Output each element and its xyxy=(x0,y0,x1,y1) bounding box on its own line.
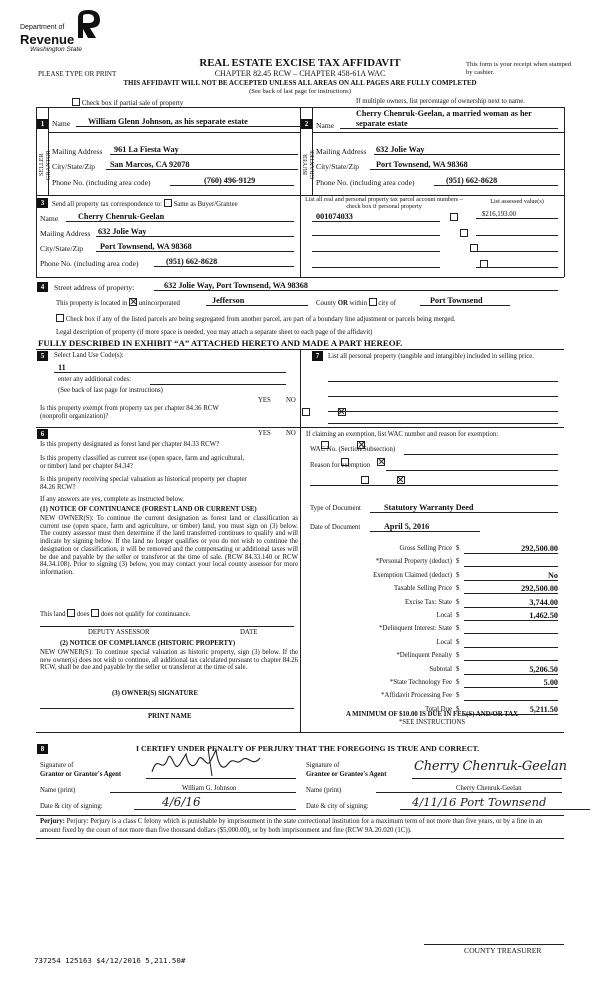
treasurer-line xyxy=(424,944,564,945)
tax-row-currency: $ xyxy=(456,625,460,633)
tax-row-label: Local xyxy=(436,638,452,646)
exempt-no-checkbox[interactable] xyxy=(338,408,346,416)
corr-name-label: Name xyxy=(40,214,59,223)
exemption-reason-field[interactable] xyxy=(386,470,558,471)
agency-line1: Department of xyxy=(20,24,65,31)
deputy-signature-line[interactable] xyxy=(40,626,294,627)
section-2-number: 2 xyxy=(301,119,312,129)
forest-no-header: NO xyxy=(286,430,296,437)
personal-property-line-4[interactable] xyxy=(328,423,558,424)
forest-q3-no[interactable] xyxy=(397,476,405,484)
seller-mail-label: Mailing Address xyxy=(52,147,103,156)
exemption-label: If claiming an exemption, list WAC number and reason for exemption: xyxy=(306,431,499,438)
tax-row-currency: $ xyxy=(456,585,460,593)
corr-mail-field[interactable]: 632 Jolie Way xyxy=(96,227,294,237)
partial-sale[interactable]: Check box if partial sale of property xyxy=(72,98,183,107)
tax-row-label: *Delinquent Interest: State xyxy=(379,625,452,633)
unincorporated-checkbox[interactable] xyxy=(129,298,137,306)
notice-continuance-text: NEW OWNER(S): To continue the current designation as forest land or classification as current use (open space, farm and agriculture, or timber) land, you must sign on (3) below. The county assessor must then determine if the land transferred continues to qualify and will indicate by signing below. If the land no longer qualifies or you do not wish to continue the designation or classification, it will be removed and the compensating or additional taxes will be due and payable by the seller or transferor at the time of sale. (RCW 84.33.140 or RCW 84.34.108). Prior to signing (3) below, you may contact your local county assessor for more information. xyxy=(40,515,298,576)
section-8-number: 8 xyxy=(37,744,48,754)
tax-row-value[interactable]: 292,500.00 xyxy=(464,544,558,554)
tax-row-value[interactable] xyxy=(464,557,558,567)
segregated-checkbox[interactable] xyxy=(56,314,64,322)
tax-row-value[interactable]: 3,744.00 xyxy=(464,598,558,608)
exemption-reason-line-2[interactable] xyxy=(310,485,558,486)
tax-row-currency: $ xyxy=(456,665,460,673)
grantee-name-label: Name (print) xyxy=(306,787,342,794)
corr-phone-field[interactable]: (951) 662-8628 xyxy=(154,257,294,267)
personal-property-line-2[interactable] xyxy=(328,396,558,397)
buyer-name-line2[interactable]: separate estate xyxy=(340,119,558,129)
minimum-fee-note: A MINIMUM OF $10.00 IS DUE IN FEE(S) AND/OR TAX xyxy=(345,711,519,718)
personal-property-label: List all personal property (tangible and intangible) included in selling price. xyxy=(328,353,534,360)
grantor-signature-icon xyxy=(148,746,268,780)
grantee-date-field[interactable]: 4/11/16 Port Townsend xyxy=(400,795,590,810)
county-field[interactable]: Jefferson xyxy=(206,296,308,306)
parcel-number-2[interactable] xyxy=(312,235,440,236)
additional-codes-label: enter any additional codes: xyxy=(58,376,132,383)
owner-signature-label: (3) OWNER(S) SIGNATURE xyxy=(112,690,198,697)
grantor-date-label: Date & city of signing: xyxy=(40,803,103,810)
street-field[interactable]: 632 Jolie Way, Port Townsend, WA 98368 xyxy=(154,281,558,291)
doc-type-field[interactable]: Statutory Warranty Deed xyxy=(370,503,558,513)
tax-row-label: *State Technology Fee xyxy=(389,679,452,686)
form-title: REAL ESTATE EXCISE TAX AFFIDAVIT xyxy=(199,57,401,69)
see-back: (See back of last page for instructions) xyxy=(249,88,351,95)
see-instructions: *SEE INSTRUCTIONS xyxy=(398,719,466,726)
personal-property-line-3[interactable] xyxy=(328,411,558,412)
parcel-header: List all real and personal property tax parcel account numbers – check box if personal property xyxy=(305,196,463,211)
tax-row-currency: $ xyxy=(456,638,460,646)
legal-label: Legal description of property (if more space is needed, you may attach a separate sheet to each page of the affidavit) xyxy=(56,329,373,336)
tax-row-value[interactable]: 5,211.50 xyxy=(464,705,558,715)
seller-name-field[interactable]: William Glenn Johnson, as his separate estate xyxy=(76,117,306,127)
section-5-number: 5 xyxy=(37,351,48,361)
wa-logo-icon xyxy=(74,8,104,42)
corr-mail-label: Mailing Address xyxy=(40,229,91,238)
forest-yes-header: YES xyxy=(258,430,271,437)
grantee-signature-label: Signature of Grantee or Grantee's Agent xyxy=(306,762,387,778)
parcel-number-1[interactable]: 001074033 xyxy=(312,212,440,222)
county-treasurer-label: COUNTY TREASURER xyxy=(464,946,542,955)
tax-row-value[interactable] xyxy=(464,691,558,701)
section-3-number: 3 xyxy=(37,198,48,208)
buyer-name-line1[interactable]: Cherry Chenruk-Geelan, a married woman as her xyxy=(356,109,532,118)
assessed-header: List assessed value(s) xyxy=(490,198,544,205)
exempt-question: Is this property exempt from property tax per chapter 84.36 RCW (nonprofit organization)? xyxy=(40,405,219,420)
seller-name-label: Name xyxy=(52,119,71,128)
grantee-signature-line[interactable] xyxy=(412,778,562,779)
assessed-value-4[interactable] xyxy=(476,267,558,268)
land-does-not-checkbox[interactable] xyxy=(91,609,99,617)
tax-row-label: Gross Selling Price xyxy=(399,545,452,552)
city-field[interactable]: Port Townsend xyxy=(420,296,510,306)
certify-statement: I CERTIFY UNDER PENALTY OF PERJURY THAT THE FOREGOING IS TRUE AND CORRECT. xyxy=(136,744,480,753)
deputy-date-label: DATE xyxy=(240,629,258,636)
tax-row-value[interactable]: 1,462.50 xyxy=(464,611,558,621)
parcel-number-4[interactable] xyxy=(312,267,440,268)
seller-city-label: City/State/Zip xyxy=(52,162,96,171)
land-use-label: Select Land Use Code(s): xyxy=(54,352,124,359)
land-use-no-header: NO xyxy=(286,397,296,404)
seller-phone-field[interactable]: (760) 496-9129 xyxy=(170,176,294,186)
type-or-print: PLEASE TYPE OR PRINT xyxy=(38,70,117,78)
forest-q1: Is this property designated as forest land per chapter 84.33 RCW? xyxy=(40,441,220,448)
legal-description[interactable]: FULLY DESCRIBED IN EXHIBIT “A” ATTACHED HERETO AND MADE A PART HEREOF. xyxy=(38,338,403,348)
tax-row-currency: $ xyxy=(456,679,460,686)
land-use-code-field[interactable]: 11 xyxy=(54,363,286,373)
tax-row-currency: $ xyxy=(456,558,460,566)
personal-property-line-1[interactable] xyxy=(328,381,558,382)
tax-row-value[interactable]: 5.00 xyxy=(464,678,558,688)
notice: THIS AFFIDAVIT WILL NOT BE ACCEPTED UNLESS ALL AREAS ON ALL PAGES ARE FULLY COMPLETED xyxy=(123,79,477,87)
seller-phone-label: Phone No. (including area code) xyxy=(52,178,151,187)
exemption-reason-label: Reason for exemption xyxy=(310,462,371,469)
doc-date-label: Date of Document xyxy=(310,524,361,531)
correspondence-label: Send all property tax correspondence to: Same as Buyer/Grantee xyxy=(52,201,238,208)
buyer-name-label: Name xyxy=(316,121,335,130)
grantor-name-field[interactable]: William G. Johnson xyxy=(110,785,296,793)
tax-row-value[interactable] xyxy=(464,651,558,661)
tax-row-currency: $ xyxy=(456,705,460,713)
deputy-assessor-label: DEPUTY ASSESSOR xyxy=(88,629,150,636)
tax-row-label: Exemption Claimed (deduct) xyxy=(373,571,452,579)
doc-date-field[interactable]: April 5, 2016 xyxy=(370,522,480,532)
buyer-phone-label: Phone No. (including area code) xyxy=(316,178,415,187)
street-label: Street address of property: xyxy=(54,283,135,292)
within-city-checkbox[interactable] xyxy=(369,298,377,306)
buyer-side-label: BUYER GRANTEE xyxy=(302,150,316,180)
this-land: This land does does not qualify for continuance. xyxy=(40,611,191,618)
tax-row-currency: $ xyxy=(456,598,460,606)
land-use-see-back: (See back of last page for instructions) xyxy=(58,387,163,394)
tax-row-currency: $ xyxy=(456,692,460,700)
tax-row-currency: $ xyxy=(456,652,460,660)
tax-row-value[interactable]: 5,206.50 xyxy=(464,665,558,675)
land-does-checkbox[interactable] xyxy=(67,609,75,617)
partial-sale-checkbox[interactable] xyxy=(72,98,80,106)
tax-row-label: Local xyxy=(436,612,452,619)
segregated-note: Check box if any of the listed parcels are being segregated from another parcel, are part of a boundary line adjustment or parcels being merged. xyxy=(56,314,456,323)
multiple-owners-note: If multiple owners, list percentage of ownership next to name. xyxy=(356,98,525,105)
located-in: This property is located in unincorporated xyxy=(56,300,180,307)
buyer-mail-field[interactable]: 632 Jolie Way xyxy=(374,145,560,155)
exempt-yes-checkbox[interactable] xyxy=(302,408,310,416)
doc-type-label: Type of Document xyxy=(310,505,361,512)
tax-row-currency: $ xyxy=(456,571,460,579)
corr-city-field[interactable]: Port Townsend, WA 98368 xyxy=(96,242,294,252)
county-or-city: County OR within city of xyxy=(316,300,396,307)
grantee-date-label: Date & city of signing: xyxy=(306,803,369,810)
agency-line2: Revenue xyxy=(20,32,75,47)
wac-field[interactable] xyxy=(404,454,558,455)
tax-row-label: Excise Tax: State xyxy=(405,598,452,606)
seller-mail-field[interactable]: 961 La Fiesta Way xyxy=(110,145,298,155)
parcel-1-personal-checkbox[interactable] xyxy=(450,213,458,221)
section-4-number: 4 xyxy=(37,282,48,292)
tax-row-currency: $ xyxy=(456,545,460,552)
parcel-2-personal-checkbox[interactable] xyxy=(460,229,468,237)
buyer-mail-label: Mailing Address xyxy=(316,147,367,156)
corr-city-label: City/State/Zip xyxy=(40,244,84,253)
buyer-city-label: City/State/Zip xyxy=(316,162,360,171)
tax-row-label: *Personal Property (deduct) xyxy=(375,558,452,566)
parcel-number-3[interactable] xyxy=(312,251,440,252)
additional-codes-field[interactable] xyxy=(150,384,286,385)
tax-row-label: Total Due xyxy=(425,705,452,713)
assessed-value-3[interactable] xyxy=(476,251,558,252)
same-as-buyer-checkbox[interactable] xyxy=(164,199,172,207)
forest-q2: Is this property classified as current use (open space, farm and agricultural, or timber) land per chapter 84.34? xyxy=(40,455,245,470)
tax-row-label: Taxable Selling Price xyxy=(393,585,452,593)
grantor-signature-label: Signature of Grantor or Grantor's Agent xyxy=(40,762,122,778)
forest-q3-yes[interactable] xyxy=(361,476,369,484)
tax-row-currency: $ xyxy=(456,612,460,619)
buyer-city-field[interactable]: Port Townsend, WA 98368 xyxy=(370,160,564,170)
tax-row-label: *Delinquent Penalty xyxy=(396,652,452,660)
forest-q3: Is this property receiving special valuation as historical property per chapter 84.26 RCW? xyxy=(40,476,247,491)
tax-row-value[interactable]: 292,500.00 xyxy=(464,584,558,594)
notice-continuance-title: (1) NOTICE OF CONTINUANCE (FOREST LAND OR CURRENT USE) xyxy=(40,506,257,513)
notice-compliance-title: (2) NOTICE OF COMPLIANCE (HISTORIC PROPERTY) xyxy=(60,640,236,647)
grantee-signature: Cherry Chenruk-Geelan xyxy=(414,759,567,774)
seller-side-label: SELLER GRANTOR xyxy=(38,150,52,180)
grantee-name-field[interactable]: Cherry Chenruk-Geelan xyxy=(376,785,562,793)
land-use-yes-header: YES xyxy=(258,397,271,404)
tax-row-label: *Affidavit Processing Fee xyxy=(381,692,452,700)
receipt-note: This form is your receipt when stamped by cashier. xyxy=(466,61,572,76)
section-6-number: 6 xyxy=(37,429,48,439)
buyer-phone-field[interactable]: (951) 662-8628 xyxy=(434,176,558,186)
tax-row-value[interactable]: No xyxy=(464,571,558,581)
grantor-name-label: Name (print) xyxy=(40,787,76,794)
agency-line3: Washington State xyxy=(30,46,82,53)
owner-signature-line[interactable] xyxy=(40,708,294,709)
form-chapter: CHAPTER 82.45 RCW – CHAPTER 458-61A WAC xyxy=(214,69,386,78)
corr-name-field[interactable]: Cherry Chenruk-Geelan xyxy=(66,212,294,222)
notice-compliance-text: NEW OWNER(S): To continue special valuation as historic property, sign (3) below. If the new owner(s) does not wish to continue, all additional tax calculated pursuant to chapter 84.26 RCW, shall be due and payable by the seller or transferor at the time of sale. xyxy=(40,649,298,672)
tax-row-label: Subtotal xyxy=(429,665,452,673)
if-yes-note: If any answers are yes, complete as instructed below. xyxy=(40,496,185,503)
tax-row-value[interactable] xyxy=(464,624,558,634)
agency-logo xyxy=(8,8,128,54)
tax-row-value[interactable] xyxy=(464,638,558,648)
seller-city-field[interactable]: San Marcos, CA 92078 xyxy=(106,160,298,170)
perjury-note: Perjury: Perjury: Perjury is a class C felony which is punishable by imprisonment in the state correctional institution for a maximum term of not more than five years, or by a fine in an amount fixed by the court of not more than five thousand dollars ($5,000.00), or by both imprisonment and fine (RCW 9A.20.020 (1C)). xyxy=(40,818,543,834)
assessed-value-1[interactable]: $216,193.00 xyxy=(476,211,558,219)
wac-label: WAC No. (Section/Subsection) xyxy=(310,446,396,453)
print-name-label: PRINT NAME xyxy=(148,713,192,720)
section-1-number: 1 xyxy=(37,119,48,129)
corr-phone-label: Phone No. (including area code) xyxy=(40,259,139,268)
assessed-value-2[interactable] xyxy=(476,235,558,236)
forest-q2-no[interactable] xyxy=(377,458,385,466)
grantor-date-field[interactable]: 4/6/16 xyxy=(134,795,296,810)
section-7-number: 7 xyxy=(312,351,323,361)
cashier-stamp: 737254 125163 $4/12/2016 5,211.50# xyxy=(34,956,186,965)
